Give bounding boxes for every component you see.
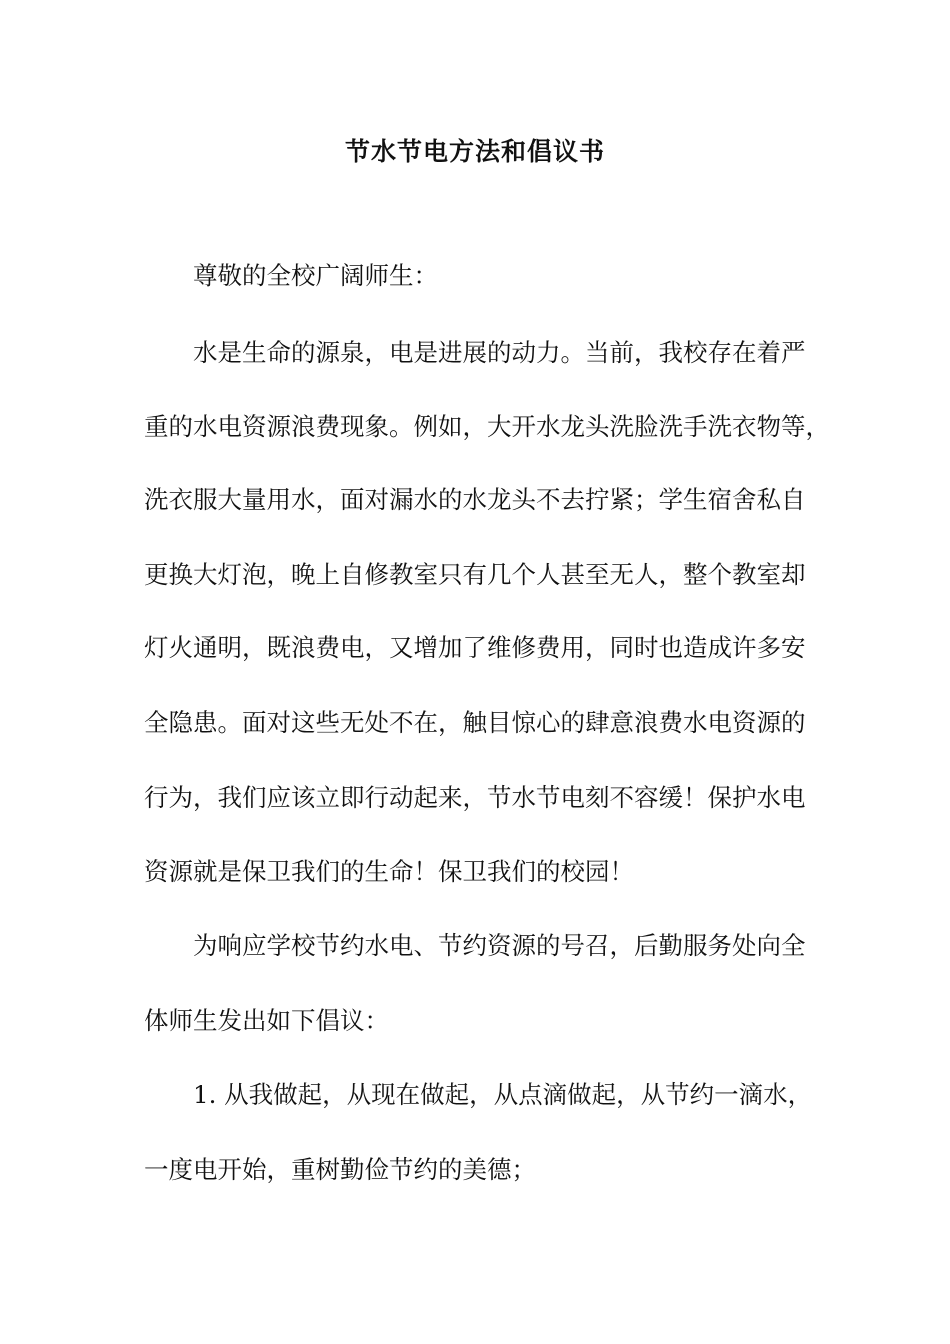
paragraph-2-line-1: 为响应学校节约水电、节约资源的号召，后勤服务处向全 [193, 931, 806, 960]
paragraph-1-line-6: 全隐患。面对这些无处不在，触目惊心的肆意浪费水电资源的 [144, 708, 806, 737]
paragraph-1-line-2: 重的水电资源浪费现象。例如，大开水龙头洗脸洗手洗衣物等， [144, 412, 830, 441]
paragraph-1-line-7: 行为，我们应该立即行动起来，节水节电刻不容缓！保护水电 [144, 783, 806, 812]
paragraph-1-line-4: 更换大灯泡，晚上自修教室只有几个人甚至无人，整个教室却 [144, 560, 806, 589]
paragraph-1-line-5: 灯火通明，既浪费电，又增加了维修费用，同时也造成许多安 [144, 633, 806, 662]
paragraph-1-line-3: 洗衣服大量用水，面对漏水的水龙头不去拧紧；学生宿舍私自 [144, 485, 806, 514]
list-item-1-line-2: 一度电开始，重树勤俭节约的美德； [144, 1155, 536, 1184]
salutation-line: 尊敬的全校广阔师生： [193, 261, 438, 290]
document-title: 节水节电方法和倡议书 [344, 137, 605, 166]
paragraph-1-line-1: 水是生命的源泉，电是进展的动力。当前，我校存在着严 [193, 338, 806, 367]
paragraph-2-line-2: 体师生发出如下倡议： [144, 1006, 389, 1035]
list-item-1-line-1: 1. 从我做起，从现在做起，从点滴做起，从节约一滴水， [193, 1080, 813, 1109]
paragraph-1-line-8: 资源就是保卫我们的生命！保卫我们的校园！ [144, 857, 634, 886]
